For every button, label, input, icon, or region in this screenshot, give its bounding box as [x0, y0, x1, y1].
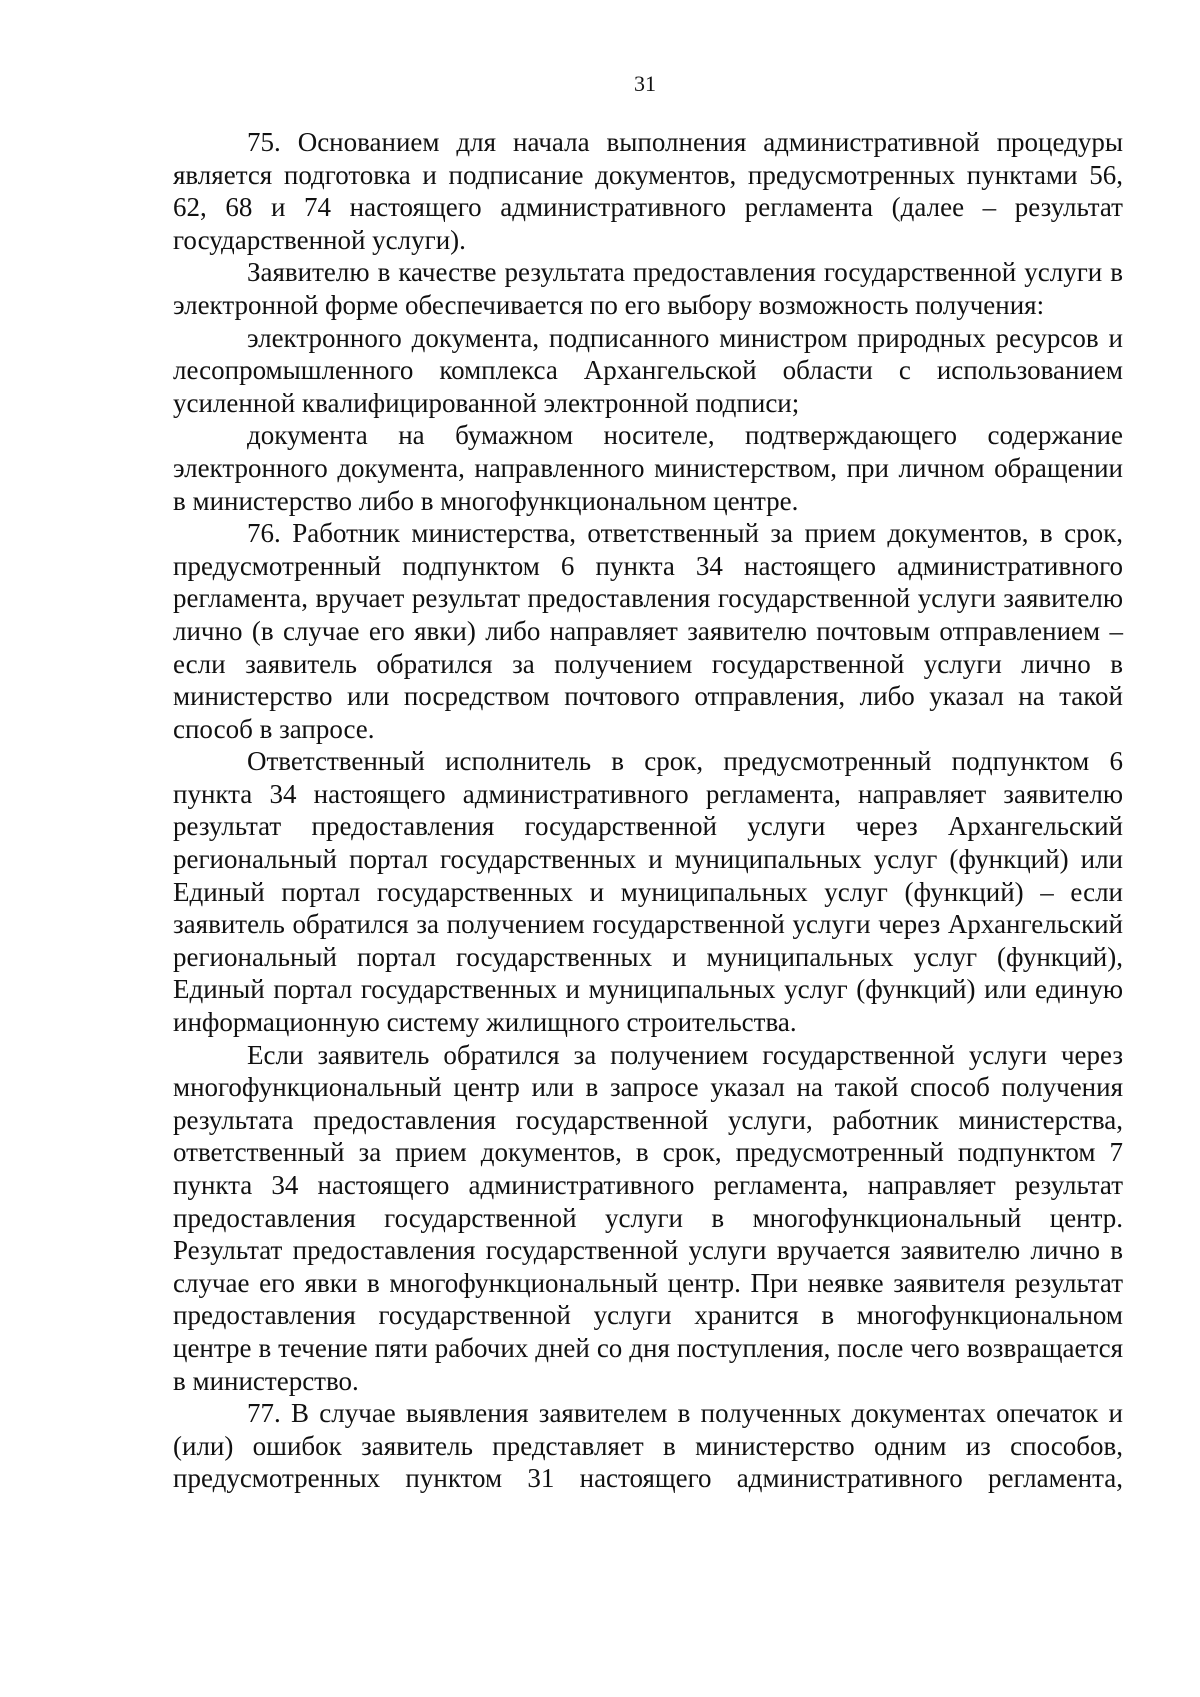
document-body — [173, 126, 1123, 1495]
paragraph-paper-document: документа на бумажном носителе, подтверждающего содержание электронного документа, направленного министерством, при личном обращении в министерство либо в многофункциональном центре. — [173, 420, 1123, 516]
page-number: 31 — [634, 71, 656, 96]
paragraph-responsible-executor: Ответственный исполнитель в срок, предусмотренный подпунктом 6 пункта 34 настоящего административного регламента, направляет заявителю результат предоставления государственной услуги через Архангельский региональный портал государственных и муниципальных услуг (функций) или Единый портал государственных и муниципальных услуг (функций) – если заявитель обратился за получением государственной услуги через Архангельский региональный портал государственных и муниципальных услуг (функций), Единый портал государственных и муниципальных услуг (функций) или единую информационную систему жилищного строительства. — [173, 746, 1123, 1038]
paragraph-result-electronic-form: Заявителю в качестве результата предоставления государственной услуги в электронной форме обеспечивается по его выбору возможность получения: — [173, 257, 1123, 320]
paragraph-mfc: Если заявитель обратился за получением государственной услуги через многофункциональный центр или в запросе указал на такой способ получения результата предоставления государственной услуги, работник министерства, ответственный за прием документов, в срок, предусмотренный подпунктом 7 пункта 34 настоящего административного регламента, направляет результат предоставления государственной услуги в многофункциональный центр. Результат предоставления государственной услуги вручается заявителю лично в случае его явки в многофункциональный центр. При неявке заявителя результат предоставления государственной услуги хранится в многофункциональном центре в течение пяти рабочих дней со дня поступления, после чего возвращается в министерство. — [173, 1039, 1123, 1396]
paragraph-75: 75. Основанием для начала выполнения административной процедуры является подготовка и подписание документов, предусмотренных пунктами 56, 62, 68 и 74 настоящего административного регламента (далее – результат государственной услуги). — [173, 127, 1123, 255]
paragraph-77: 77. В случае выявления заявителем в полученных документах опечаток и (или) ошибок заявитель представляет в министерство одним из способов, предусмотренных пунктом 31 настоящего административного регламента, — [173, 1398, 1123, 1494]
paragraph-electronic-document: электронного документа, подписанного министром природных ресурсов и лесопромышленного комплекса Архангельской области с использованием усиленной квалифицированной электронной подписи; — [173, 322, 1123, 418]
paragraph-76: 76. Работник министерства, ответственный за прием документов, в срок, предусмотренный подпунктом 6 пункта 34 настоящего административного регламента, вручает результат предоставления государственной услуги заявителю лично (в случае его явки) либо направляет заявителю почтовым отправлением – если заявитель обратился за получением государственной услуги лично в министерство или посредством почтового отправления, либо указал на такой способ в запросе. — [173, 518, 1123, 744]
